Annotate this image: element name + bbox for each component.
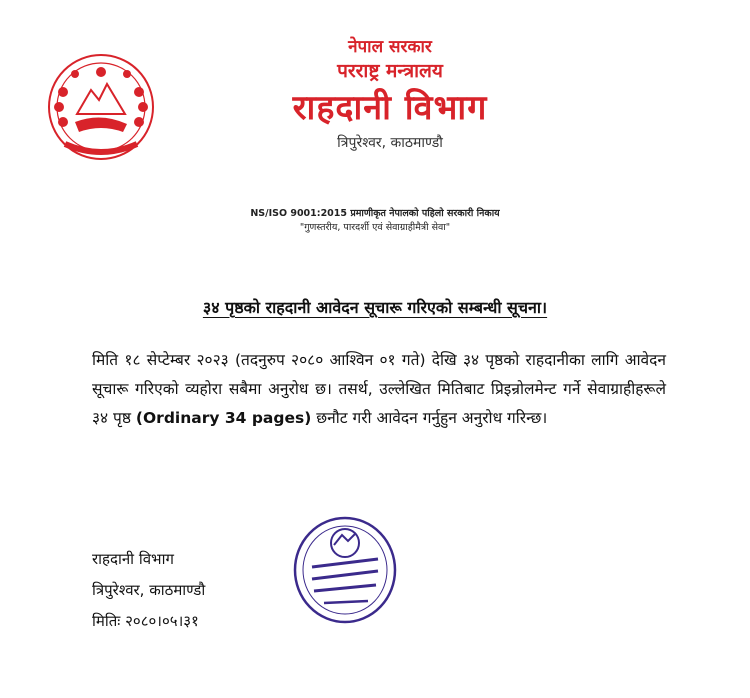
department-name: राहदानी विभाग	[292, 88, 488, 128]
iso-certification	[190, 207, 560, 235]
ministry-name: परराष्ट्र मन्त्रालय	[337, 60, 443, 82]
official-stamp-icon	[290, 515, 400, 625]
government-name: नेपाल सरकार	[348, 37, 432, 57]
notice-body-bold: (Ordinary 34 pages)	[135, 409, 312, 427]
signature-date: मितिः २०८०।०५।३१	[92, 612, 199, 630]
letterhead	[240, 36, 540, 154]
notice-body	[92, 346, 666, 433]
notice-body-text-1: मिति १८ सेप्टेम्बर २०२३ (तदनुरुप २०८० आश्विन ०१ गते) देखि ३४ पृष्ठको राहदानीका लागि आवेदन सूचारू गरिएको व्यहोरा सबैमा अनुरोध छ। तसर्थ, उल्लेखित मितिबाट प्रिइन्रोलमेन्ट गर्ने सेवाग्राहीहरूले ३४ पृष्ठ	[92, 351, 666, 427]
nepal-emblem-icon	[45, 52, 157, 162]
notice-subject: ३४ पृष्ठको राहदानी आवेदन सूचारू गरिएको सम्बन्धी सूचना।	[202, 298, 548, 317]
signature-address: त्रिपुरेश्वर, काठमाण्डौ	[92, 581, 206, 599]
department-address: त्रिपुरेश्वर, काठमाण्डौ	[337, 135, 443, 151]
signature-block	[92, 544, 205, 637]
notice-body-text-2: छनौट गरी आवेदन गर्नुहुन अनुरोध गरिन्छ।	[311, 409, 548, 427]
signature-office: राहदानी विभाग	[92, 550, 174, 568]
iso-statement: NS/ISO 9001:2015 प्रमाणीकृत नेपालको पहिलो सरकारी निकाय	[250, 208, 500, 219]
service-motto: "गुणस्तरीय, पारदर्शी एवं सेवाग्राहीमैत्री सेवा"	[299, 222, 451, 233]
